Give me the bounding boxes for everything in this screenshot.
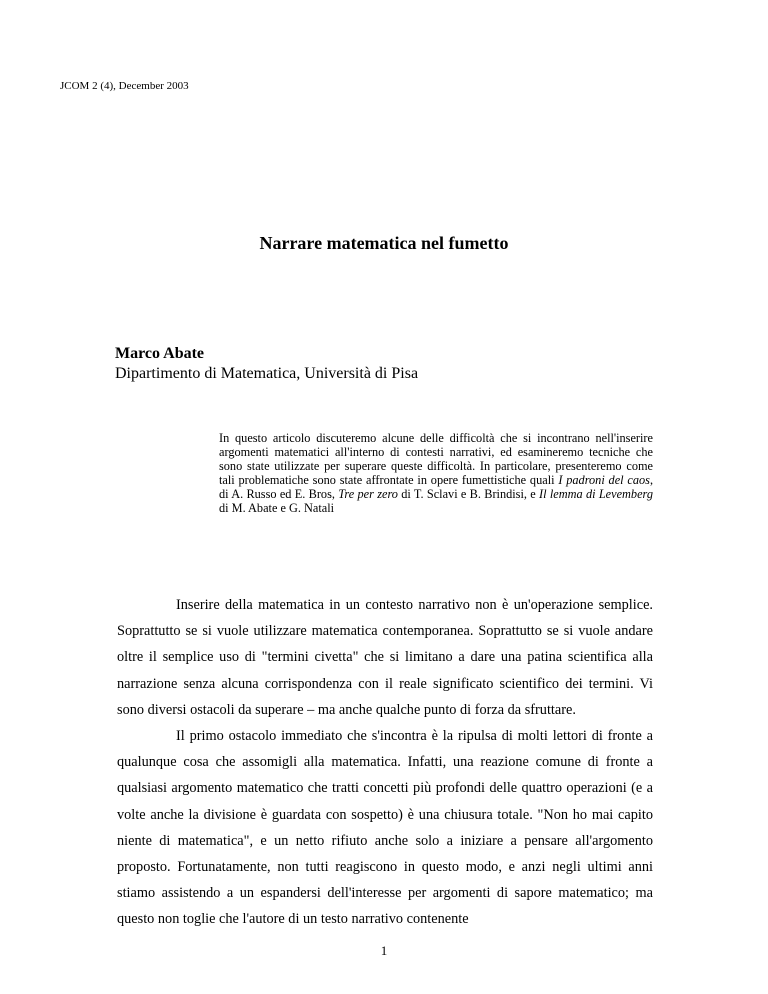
journal-header: JCOM 2 (4), December 2003: [60, 80, 189, 92]
abstract-work-title: I padroni del caos: [558, 473, 650, 487]
body-paragraph: Inserire della matematica in un contesto narrativo non è un'operazione semplice. Soprattutto se si vuole utilizzare matematica contemporanea. Soprattutto se si vuole andare oltre il semplice uso di "termini civetta" che si limitano a dare una patina scientifica alla narrazione senza alcuna corrispondenza con il reale significato scientifico dei termini. Vi sono diversi ostacoli da superare – ma anche qualche punto di forza da sfruttare.: [117, 597, 653, 718]
page-number: 1: [380, 943, 388, 958]
body-text: [117, 592, 653, 933]
abstract-text: di T. Sclavi e B. Brindisi, e: [397, 487, 540, 501]
body-paragraph: Il primo ostacolo immediato che s'incontra è la ripulsa di molti lettori di fronte a qualunque cosa che assomigli alla matematica. Infatti, una reazione comune di fronte a qualsiasi argomento matematico che tratti concetti più profondi delle quattro operazioni (e a volte anche la divisione è guardata con sospetto) è una chiusura totale. "Non ho mai capito niente di matematica", e un netto rifiuto anche solo a iniziare a pensare all'argomento proposto. Fortunatamente, non tutti reagiscono in questo modo, e anzi negli ultimi anni stiamo assistendo a un espandersi dell'interesse per argomenti di sapore matematico; ma questo non toglie che l'autore di un testo narrativo contenente: [117, 728, 653, 928]
abstract-work-title: Tre per zero: [338, 487, 398, 501]
abstract-work-title: Il lemma di Levemberg: [539, 487, 654, 501]
author-affiliation: Dipartimento di Matematica, Università di Pisa: [115, 365, 419, 382]
article-title: Narrare matematica nel fumetto: [259, 233, 509, 253]
author-name: Marco Abate: [115, 345, 205, 362]
abstract: [219, 431, 653, 515]
abstract-text: di M. Abate e G. Natali: [219, 501, 335, 515]
abstract-text: , di A. Russo ed E. Bros,: [219, 473, 654, 501]
abstract-text: In questo articolo discuteremo alcune delle difficoltà che si incontrano nell'inserire argomenti matematici all'interno di contesti narrativi, ed esamineremo tecniche che sono state utilizzate per superare queste difficoltà. In particolare, presenteremo come tali problematiche sono state affrontate in opere fumettistiche quali: [219, 431, 653, 487]
